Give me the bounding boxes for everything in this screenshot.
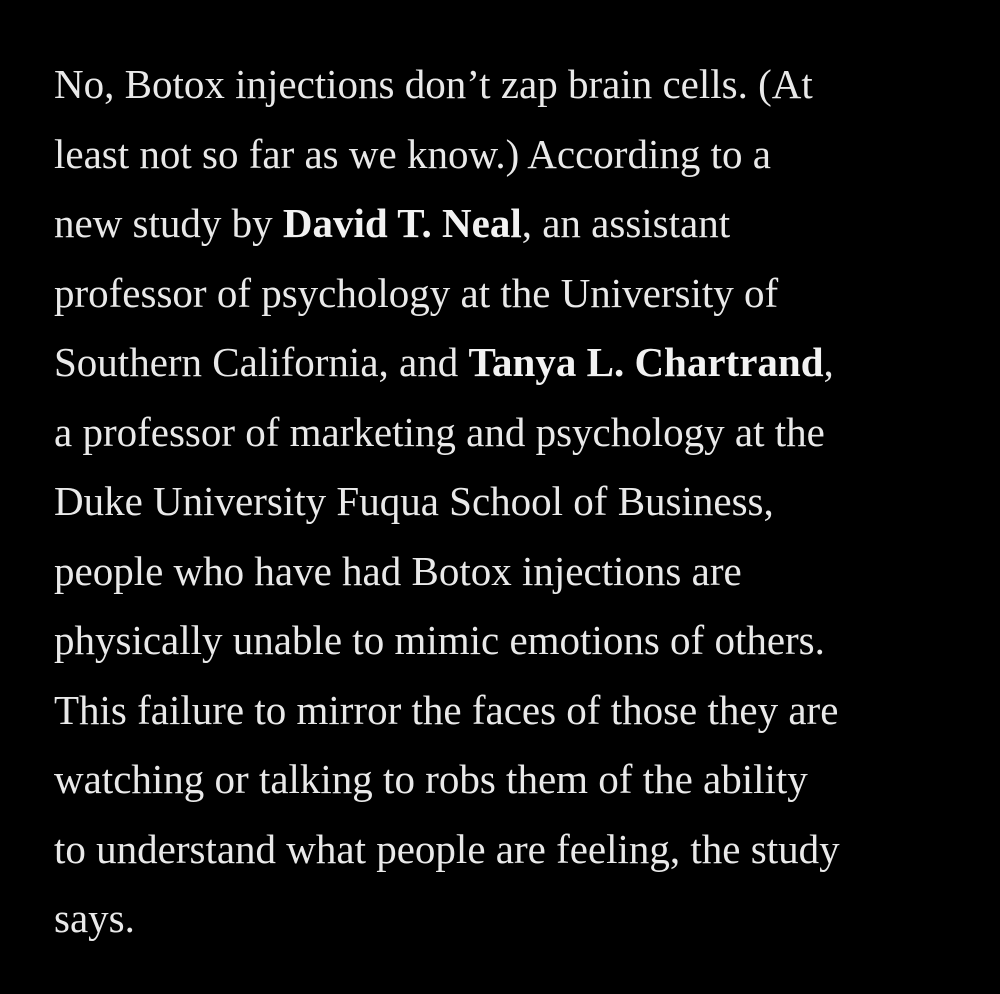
text-line: least not so far as we know.) According to a — [54, 130, 771, 177]
text-line: Duke University Fuqua School of Business, — [54, 478, 774, 524]
author-name-chartrand: Tanya L. Chartrand — [468, 339, 824, 385]
text-line: watching or talking to robs them of the ability — [54, 756, 808, 802]
text-line: physically unable to mimic emotions of others. — [54, 617, 825, 663]
text-line: people who have had Botox injections are — [54, 547, 742, 594]
text-line: says. — [54, 895, 135, 941]
text-line: No, Botox injections don’t zap brain cells. (At — [54, 61, 813, 107]
text-line: to understand what people are feeling, the study — [54, 825, 840, 872]
text-line: a professor of marketing and psychology at the — [54, 408, 825, 455]
author-name-neal: David T. Neal — [282, 200, 522, 246]
article-paragraph — [54, 50, 954, 954]
text-line: new study by David T. Neal, an assistant — [54, 200, 731, 246]
text-line: Southern California, and Tanya L. Chartrand, — [54, 339, 834, 385]
text-line: This failure to mirror the faces of those they are — [54, 686, 839, 733]
text-line: professor of psychology at the University of — [54, 269, 779, 316]
